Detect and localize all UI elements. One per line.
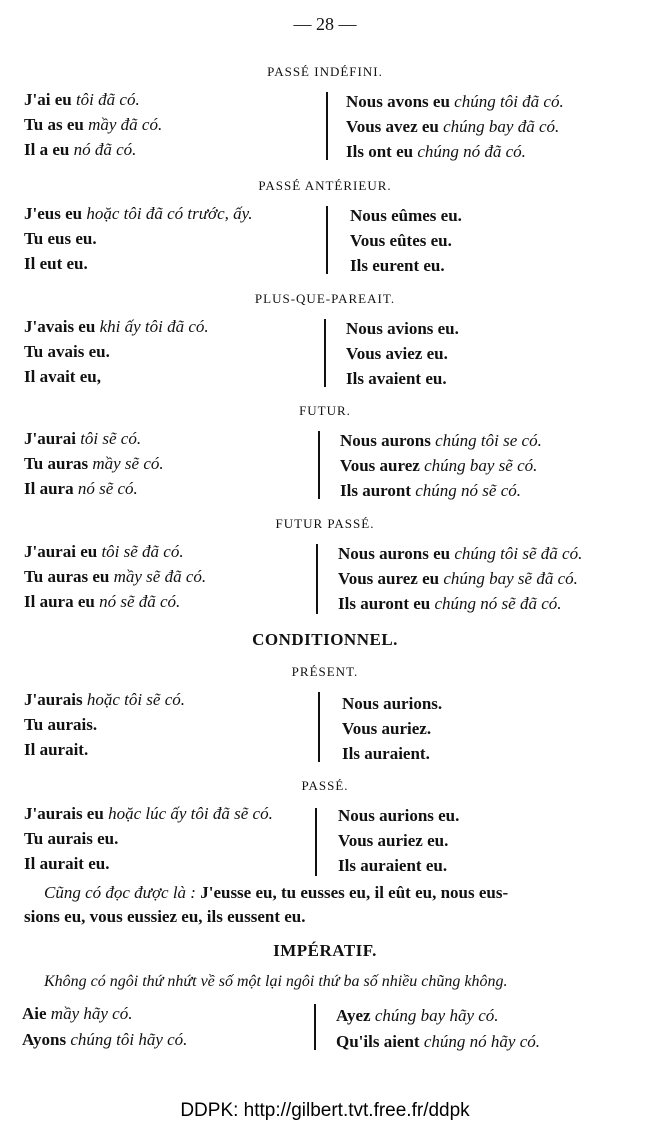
conjugation-line: J'aurais eu hoặc lúc ấy tôi đã sẽ có.	[24, 804, 273, 823]
conjugation-line: J'aurai tôi sẽ có.	[24, 429, 142, 448]
conjugation-line: Tu aurais.	[24, 715, 98, 734]
conjugation-line: J'avais eu khi ấy tôi đã có.	[24, 317, 209, 336]
conjugation-line: Vous auriez eu.	[338, 831, 449, 850]
conjugation-line: Vous aviez eu.	[346, 344, 448, 363]
conjugation-line: Nous eûmes eu.	[350, 206, 462, 225]
conjugation-line: Vous aurez eu chúng bay sẽ đã có.	[338, 569, 578, 588]
conjugation-line: Vous auriez.	[342, 719, 432, 738]
conjugation-line: Vous aurez chúng bay sẽ có.	[340, 456, 538, 475]
conjugation-line: Tu avais eu.	[24, 342, 110, 361]
conjugation-line: Ils auraient.	[342, 744, 430, 763]
conjugation-line: Il avait eu,	[24, 367, 101, 386]
conjugation-line: Il aurait.	[24, 740, 89, 759]
conjugation-line: Il a eu nó đã có.	[24, 140, 137, 159]
imperatif-note: Không có ngôi thứ nhứt về số một lại ngôi thứ ba số nhiều chũng không.	[44, 973, 508, 990]
alternate-form-note-continued: sions eu, vous eussiez eu, ils eussent eu.	[24, 907, 306, 926]
section-title: PLUS-QUE-PAREAIT.	[254, 291, 396, 306]
conjugation-line: Ils auraient eu.	[338, 856, 448, 875]
conjugation-line: Nous aurions.	[342, 694, 443, 713]
footer-source-url: DDPK: http://gilbert.tvt.free.fr/ddpk	[180, 1100, 470, 1121]
conjugation-line: Nous avons eu chúng tôi đã có.	[346, 92, 564, 111]
section-title: FUTUR PASSÉ.	[275, 516, 375, 531]
page-number: — 28 —	[293, 14, 357, 34]
conditionnel-heading: CONDITIONNEL.	[252, 630, 398, 649]
conjugation-line: Ils auront chúng nó sẽ có.	[340, 481, 522, 500]
conjugation-line: Ils ont eu chúng nó đã có.	[346, 142, 526, 161]
column-divider	[326, 92, 328, 160]
conjugation-line: J'aurai eu tôi sẽ đã có.	[24, 542, 184, 561]
conjugation-line: Nous aurons eu chúng tôi sẽ đã có.	[338, 544, 583, 563]
section-title: PASSÉ.	[301, 778, 349, 793]
conjugation-line: Qu'ils aient chúng nó hãy có.	[336, 1032, 540, 1051]
section-title: PASSÉ ANTÉRIEUR.	[258, 178, 392, 193]
section-title: PRÉSENT.	[291, 664, 359, 679]
conjugation-line: Il eut eu.	[24, 254, 88, 273]
section-title: FUTUR.	[299, 403, 351, 418]
conjugation-line: Nous aurions eu.	[338, 806, 460, 825]
conjugation-line: Tu auras eu mầy sẽ đã có.	[24, 567, 207, 586]
conjugation-line: Tu eus eu.	[24, 229, 97, 248]
conjugation-line: J'aurais hoặc tôi sẽ có.	[24, 690, 186, 709]
conjugation-line: Aie mầy hãy có.	[22, 1004, 133, 1023]
conjugation-line: Ayez chúng bay hãy có.	[336, 1006, 499, 1025]
column-divider	[316, 544, 318, 614]
conjugation-line: Il aura eu nó sẽ đã có.	[24, 592, 181, 611]
conjugation-line: Vous eûtes eu.	[350, 231, 452, 250]
column-divider	[314, 1004, 316, 1050]
conjugation-line: Il aurait eu.	[24, 854, 110, 873]
column-divider	[315, 808, 317, 876]
conjugation-line: Tu aurais eu.	[24, 829, 119, 848]
conjugation-line: Ayons chúng tôi hãy có.	[22, 1030, 188, 1049]
conjugation-line: Nous avions eu.	[346, 319, 459, 338]
conjugation-line: Il aura nó sẽ có.	[24, 479, 138, 498]
column-divider	[318, 692, 320, 762]
column-divider	[326, 206, 328, 274]
conjugation-line: Ils auront eu chúng nó sẽ đã có.	[338, 594, 562, 613]
conjugation-line: Nous aurons chúng tôi se có.	[340, 431, 542, 450]
conjugation-line: Tu auras mầy sẽ có.	[24, 454, 164, 473]
conjugation-line: Ils avaient eu.	[346, 369, 447, 388]
column-divider	[318, 431, 320, 499]
imperatif-heading: IMPÉRATIF.	[273, 941, 377, 960]
conjugation-line: J'eus eu hoặc tôi đã có trước, ấy.	[24, 204, 253, 223]
conjugation-line: Vous avez eu chúng bay đã có.	[346, 117, 560, 136]
section-title: PASSÉ INDÉFINI.	[267, 64, 383, 79]
alternate-form-note: Cũng có đọc được là : J'eusse eu, tu eusses eu, il eût eu, nous eus-	[44, 883, 509, 902]
conjugation-line: J'ai eu tôi đã có.	[24, 90, 140, 109]
conjugation-line: Tu as eu mầy đã có.	[24, 115, 163, 134]
conjugation-line: Ils eurent eu.	[350, 256, 445, 275]
column-divider	[324, 319, 326, 387]
